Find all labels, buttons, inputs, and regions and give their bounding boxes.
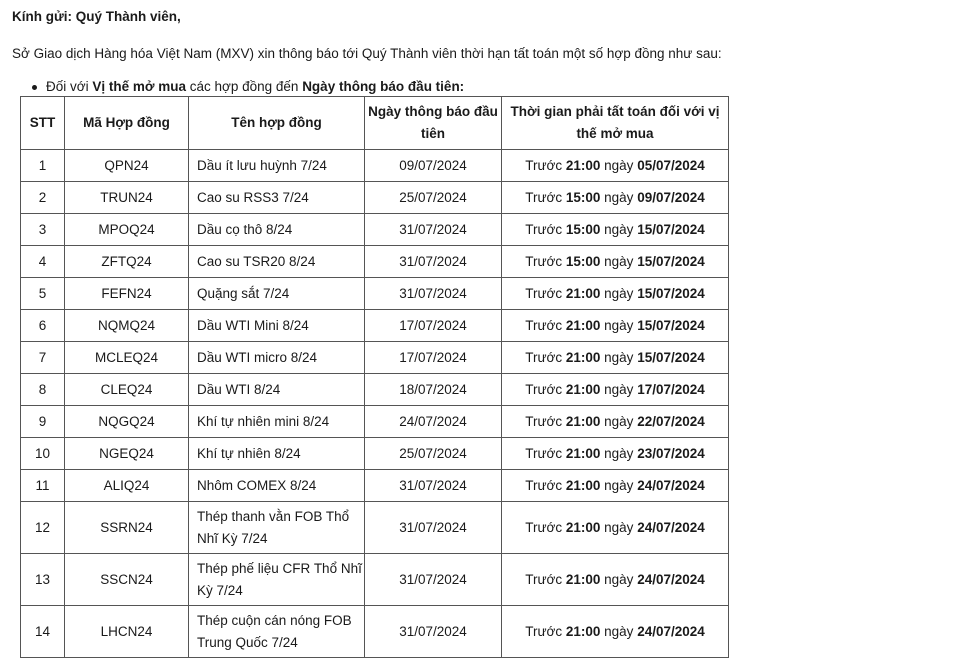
cell-fnd: 17/07/2024 xyxy=(365,310,502,342)
table-row xyxy=(21,606,729,658)
cell-stt: 13 xyxy=(21,554,65,606)
cell-name: Quặng sắt 7/24 xyxy=(189,278,365,310)
cell-fnd: 31/07/2024 xyxy=(365,278,502,310)
cell-fnd: 18/07/2024 xyxy=(365,374,502,406)
cell-fnd: 17/07/2024 xyxy=(365,342,502,374)
cell-deadline xyxy=(502,310,729,342)
cell-fnd: 31/07/2024 xyxy=(365,502,502,554)
greeting: Kính gửi: Quý Thành viên, xyxy=(12,9,181,24)
table-row xyxy=(21,278,729,310)
deadline-before: Trước xyxy=(525,623,566,639)
cell-name: Cao su RSS3 7/24 xyxy=(189,182,365,214)
table-row xyxy=(21,310,729,342)
table-row xyxy=(21,246,729,278)
table-row xyxy=(21,182,729,214)
deadline-date: 15/07/2024 xyxy=(637,317,705,333)
deadline-before: Trước xyxy=(525,221,566,237)
table-row xyxy=(21,374,729,406)
cell-code: MPOQ24 xyxy=(65,214,189,246)
header-fnd: Ngày thông báo đầu tiên xyxy=(365,97,502,150)
cell-fnd: 31/07/2024 xyxy=(365,554,502,606)
cell-deadline xyxy=(502,342,729,374)
deadline-before: Trước xyxy=(525,477,566,493)
cell-stt: 14 xyxy=(21,606,65,658)
cell-stt: 6 xyxy=(21,310,65,342)
cell-deadline xyxy=(502,502,729,554)
deadline-time: 15:00 xyxy=(565,189,601,205)
cell-code: NQGQ24 xyxy=(65,406,189,438)
cell-deadline xyxy=(502,470,729,502)
cell-code: SSRN24 xyxy=(65,502,189,554)
cell-name: Dầu cọ thô 8/24 xyxy=(189,214,365,246)
deadline-day: ngày xyxy=(600,413,638,429)
deadline-day: ngày xyxy=(600,623,638,639)
deadline-day: ngày xyxy=(600,445,638,461)
cell-fnd: 25/07/2024 xyxy=(365,182,502,214)
deadline-time: 21:00 xyxy=(565,519,601,535)
deadline-day: ngày xyxy=(600,519,638,535)
deadline-before: Trước xyxy=(525,349,566,365)
deadline-time: 15:00 xyxy=(565,253,601,269)
table-row xyxy=(21,342,729,374)
cell-deadline xyxy=(502,278,729,310)
deadline-day: ngày xyxy=(600,221,638,237)
cell-fnd: 31/07/2024 xyxy=(365,246,502,278)
cell-deadline xyxy=(502,606,729,658)
cell-stt: 7 xyxy=(21,342,65,374)
cell-stt: 12 xyxy=(21,502,65,554)
header-stt: STT xyxy=(21,97,65,150)
deadline-before: Trước xyxy=(525,285,566,301)
deadline-date: 24/07/2024 xyxy=(637,623,705,639)
cell-stt: 1 xyxy=(21,150,65,182)
cell-name: Khí tự nhiên 8/24 xyxy=(189,438,365,470)
cell-name: Dầu WTI Mini 8/24 xyxy=(189,310,365,342)
cell-code: SSCN24 xyxy=(65,554,189,606)
cell-stt: 4 xyxy=(21,246,65,278)
deadline-time: 21:00 xyxy=(565,477,601,493)
cell-name: Khí tự nhiên mini 8/24 xyxy=(189,406,365,438)
deadline-time: 21:00 xyxy=(565,157,601,173)
bullet-bold-2: Ngày thông báo đầu tiên: xyxy=(302,79,465,94)
cell-stt: 9 xyxy=(21,406,65,438)
cell-stt: 11 xyxy=(21,470,65,502)
deadline-day: ngày xyxy=(600,571,638,587)
cell-deadline xyxy=(502,374,729,406)
contracts-table xyxy=(20,96,729,658)
cell-stt: 8 xyxy=(21,374,65,406)
cell-fnd: 25/07/2024 xyxy=(365,438,502,470)
deadline-date: 15/07/2024 xyxy=(637,221,705,237)
header-deadline: Thời gian phải tất toán đối với vị thế mở mua xyxy=(502,97,729,150)
cell-deadline xyxy=(502,554,729,606)
deadline-day: ngày xyxy=(600,477,638,493)
cell-name: Dầu WTI micro 8/24 xyxy=(189,342,365,374)
cell-name: Thép thanh vằn FOB Thổ Nhĩ Kỳ 7/24 xyxy=(189,502,365,554)
cell-code: NGEQ24 xyxy=(65,438,189,470)
bullet-prefix: Đối với xyxy=(46,79,93,94)
deadline-day: ngày xyxy=(600,317,638,333)
table-body xyxy=(21,150,729,658)
bullet-bold-1: Vị thế mở mua xyxy=(92,79,186,94)
deadline-date: 15/07/2024 xyxy=(637,253,705,269)
table-row xyxy=(21,502,729,554)
cell-name: Cao su TSR20 8/24 xyxy=(189,246,365,278)
deadline-date: 24/07/2024 xyxy=(637,571,705,587)
deadline-before: Trước xyxy=(525,519,566,535)
table-row xyxy=(21,214,729,246)
table-row xyxy=(21,438,729,470)
deadline-date: 22/07/2024 xyxy=(637,413,705,429)
deadline-date: 09/07/2024 xyxy=(637,189,705,205)
deadline-day: ngày xyxy=(600,157,638,173)
table-row xyxy=(21,554,729,606)
cell-name: Nhôm COMEX 8/24 xyxy=(189,470,365,502)
deadline-time: 21:00 xyxy=(565,349,601,365)
deadline-time: 21:00 xyxy=(565,623,601,639)
cell-stt: 3 xyxy=(21,214,65,246)
deadline-time: 21:00 xyxy=(565,445,601,461)
cell-code: LHCN24 xyxy=(65,606,189,658)
bullet-middle: các hợp đồng đến xyxy=(186,79,303,94)
cell-stt: 10 xyxy=(21,438,65,470)
deadline-day: ngày xyxy=(600,381,638,397)
deadline-time: 21:00 xyxy=(565,571,601,587)
header-name: Tên hợp đồng xyxy=(189,97,365,150)
deadline-date: 24/07/2024 xyxy=(637,519,705,535)
deadline-day: ngày xyxy=(600,189,638,205)
bullet-text xyxy=(46,78,464,96)
cell-fnd: 31/07/2024 xyxy=(365,470,502,502)
deadline-date: 15/07/2024 xyxy=(637,285,705,301)
deadline-time: 21:00 xyxy=(565,413,601,429)
cell-code: CLEQ24 xyxy=(65,374,189,406)
cell-code: TRUN24 xyxy=(65,182,189,214)
table-row xyxy=(21,406,729,438)
deadline-day: ngày xyxy=(600,253,638,269)
deadline-time: 21:00 xyxy=(565,381,601,397)
deadline-before: Trước xyxy=(525,317,566,333)
deadline-time: 21:00 xyxy=(565,317,601,333)
deadline-before: Trước xyxy=(525,189,566,205)
cell-code: MCLEQ24 xyxy=(65,342,189,374)
deadline-date: 15/07/2024 xyxy=(637,349,705,365)
deadline-day: ngày xyxy=(600,349,638,365)
cell-deadline xyxy=(502,150,729,182)
deadline-date: 05/07/2024 xyxy=(637,157,705,173)
deadline-day: ngày xyxy=(600,285,638,301)
deadline-time: 15:00 xyxy=(565,221,601,237)
bullet-dot-icon xyxy=(32,85,37,90)
cell-fnd: 09/07/2024 xyxy=(365,150,502,182)
table-row xyxy=(21,150,729,182)
cell-code: NQMQ24 xyxy=(65,310,189,342)
deadline-date: 17/07/2024 xyxy=(637,381,705,397)
cell-code: ZFTQ24 xyxy=(65,246,189,278)
cell-deadline xyxy=(502,406,729,438)
cell-fnd: 24/07/2024 xyxy=(365,406,502,438)
intro-paragraph: Sở Giao dịch Hàng hóa Việt Nam (MXV) xin thông báo tới Quý Thành viên thời hạn tất toán một số hợp đồng như sau: xyxy=(12,46,722,61)
cell-fnd: 31/07/2024 xyxy=(365,214,502,246)
cell-name: Thép cuộn cán nóng FOB Trung Quốc 7/24 xyxy=(189,606,365,658)
cell-code: FEFN24 xyxy=(65,278,189,310)
deadline-time: 21:00 xyxy=(565,285,601,301)
cell-deadline xyxy=(502,246,729,278)
cell-name: Thép phế liệu CFR Thổ Nhĩ Kỳ 7/24 xyxy=(189,554,365,606)
deadline-date: 23/07/2024 xyxy=(637,445,705,461)
cell-deadline xyxy=(502,182,729,214)
deadline-before: Trước xyxy=(525,413,566,429)
deadline-before: Trước xyxy=(525,571,566,587)
deadline-before: Trước xyxy=(525,157,566,173)
cell-deadline xyxy=(502,214,729,246)
cell-deadline xyxy=(502,438,729,470)
cell-stt: 5 xyxy=(21,278,65,310)
cell-name: Dầu ít lưu huỳnh 7/24 xyxy=(189,150,365,182)
deadline-date: 24/07/2024 xyxy=(637,477,705,493)
table-row xyxy=(21,470,729,502)
cell-name: Dầu WTI 8/24 xyxy=(189,374,365,406)
deadline-before: Trước xyxy=(525,445,566,461)
table-header-row xyxy=(21,97,729,150)
cell-code: ALIQ24 xyxy=(65,470,189,502)
cell-fnd: 31/07/2024 xyxy=(365,606,502,658)
deadline-before: Trước xyxy=(525,381,566,397)
bullet-item xyxy=(32,78,979,96)
header-code: Mã Hợp đồng xyxy=(65,97,189,150)
deadline-before: Trước xyxy=(525,253,566,269)
cell-stt: 2 xyxy=(21,182,65,214)
cell-code: QPN24 xyxy=(65,150,189,182)
